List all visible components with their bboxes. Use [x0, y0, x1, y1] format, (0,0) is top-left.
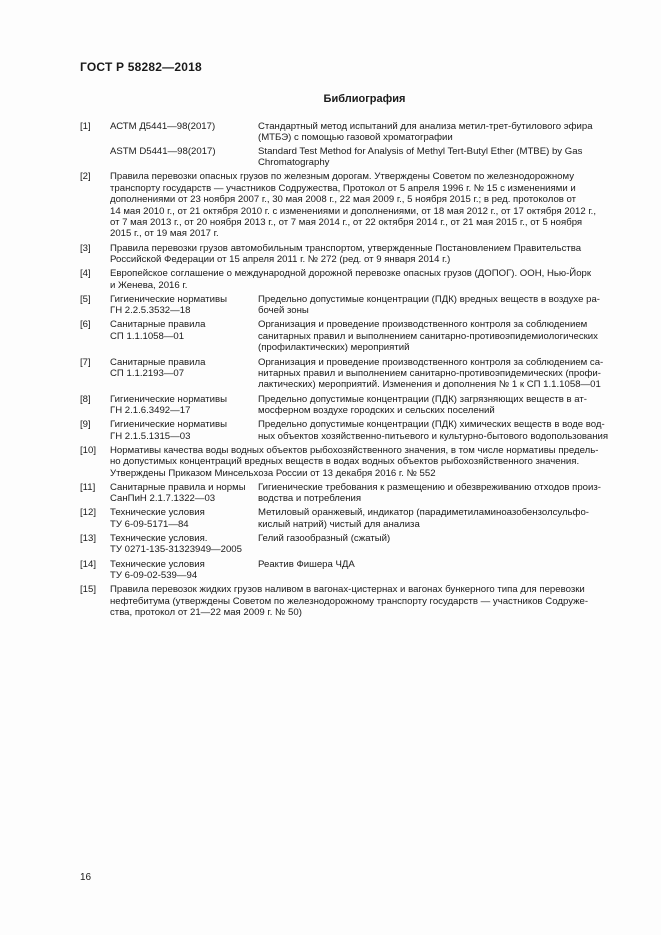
text-line: ства, протокол от 21—22 мая 2009 г. № 50)	[110, 607, 302, 618]
text-line: Санитарные правила	[110, 356, 206, 368]
text-line: Гигиенические нормативы	[110, 419, 227, 431]
text-line: СП 1.1.2193—07	[110, 367, 185, 379]
entry-source	[110, 319, 258, 353]
text-line: бочей зоны	[258, 305, 309, 317]
text-line: Санитарные правила и нормы	[110, 481, 246, 493]
text-line: СП 1.1.1058—01	[110, 330, 185, 342]
text-line: Технические условия	[110, 558, 205, 570]
entry-text	[110, 171, 614, 239]
bibliography-entry	[80, 507, 614, 530]
text-line: Технические условия	[110, 507, 205, 519]
entry-source	[110, 419, 258, 442]
text-line: (профилактических) мероприятий	[258, 342, 410, 354]
text-line: Правила перевозки опасных грузов по железным дорогам. Утверждены Советом по железнодорожному	[110, 171, 574, 183]
entry-description	[258, 507, 614, 530]
entry-source	[110, 357, 258, 391]
text-line: кислый натрий) чистый для анализа	[258, 518, 420, 530]
entry-source	[110, 559, 258, 582]
bibliography-entry	[80, 584, 614, 618]
text-line: Реактив Фишера ЧДА	[258, 558, 355, 570]
entry-number: [12]	[80, 507, 97, 519]
text-line: ных объектов хозяйственно-питьевого и культурно-бытового водопользования	[258, 430, 609, 442]
entry-number: [13]	[80, 532, 97, 544]
text-line: Утверждены Приказом Минсельхоза России от 13 декабря 2016 г. № 552	[110, 467, 436, 479]
text-line: но допустимых концентраций вредных веществ в водах водных объектов рыбохозяйственного значения.	[110, 456, 580, 468]
entry-text	[110, 584, 614, 618]
entry-alt-language	[110, 146, 614, 169]
text-line: Гигиенические требования к размещению и обезвреживанию отходов произ-	[258, 481, 601, 493]
entry-description	[258, 419, 614, 442]
page-number: 16	[80, 872, 92, 883]
entry-text	[110, 243, 614, 266]
text-line: Chromatography	[258, 157, 330, 169]
bibliography-entry	[80, 357, 614, 391]
entry-description	[258, 533, 614, 556]
entry-number: [10]	[80, 444, 97, 456]
text-line: Российской Федерации от 15 апреля 2011 г. № 272 (ред. от 9 января 2014 г.)	[110, 254, 451, 266]
entry-number: [3]	[80, 242, 91, 254]
bibliography-entry	[80, 294, 614, 317]
entry-source	[110, 394, 258, 417]
text-line: Санитарные правила	[110, 319, 206, 331]
bibliography-entry	[80, 419, 614, 442]
text-line: Европейское соглашение о международной дорожной перевозке опасных грузов (ДОПОГ). ООН, Нью-Йорк	[110, 268, 592, 280]
entry-number: [14]	[80, 558, 97, 570]
entry-number: [6]	[80, 319, 91, 331]
text-line: Предельно допустимые концентрации (ПДК) химических веществ в воде вод-	[258, 419, 605, 431]
bibliography-entry	[80, 533, 614, 556]
entry-number: [5]	[80, 293, 91, 305]
text-line: транспорту государств — участников Содружества, Протокол от 5 апреля 1996 г. № 15 с изменениями и	[110, 182, 576, 194]
text-line: водства и потребления	[258, 493, 362, 505]
entry-number: [8]	[80, 393, 91, 405]
text-line: Нормативы качества воды водных объектов рыбохозяйственного значения, в том числе нормативы предель-	[110, 444, 599, 456]
entry-number: [9]	[80, 419, 91, 431]
text-line: 2015 г., от 19 мая 2017 г.	[110, 228, 219, 240]
entry-description	[258, 482, 614, 505]
text-line: Правила перевозок жидких грузов наливом в вагонах-цистернах и вагонах бункерного типа для перевозки	[110, 584, 585, 596]
bibliography-entry	[80, 319, 614, 353]
text-line: Предельно допустимые концентрации (ПДК) загрязняющих веществ в ат-	[258, 393, 587, 405]
entry-description	[258, 319, 614, 353]
text-line: Метиловый оранжевый, индикатор (парадиметиламиноазобензолсульфо-	[258, 507, 589, 519]
entry-description-en	[258, 146, 614, 169]
text-line: Предельно допустимые концентрации (ПДК) вредных веществ в воздухе ра-	[258, 293, 600, 305]
bibliography-entry	[80, 482, 614, 505]
text-line: санитарных правил и выполнением санитарно-противоэпидемиологических	[258, 330, 598, 342]
text-line: 14 мая 2010 г., от 21 октября 2010 г. с изменениями и дополнениями, от 18 мая 2012 г., от 17 октября 2012 г.,	[110, 205, 597, 217]
entry-number: [1]	[80, 121, 91, 132]
text-line: СанПиН 2.1.7.1322—03	[110, 493, 216, 505]
bibliography-entry	[80, 559, 614, 582]
text-line: лактических) мероприятий. Изменения и дополнения № 1 к СП 1.1.1058—01	[258, 379, 601, 391]
text-line: Технические условия.	[110, 532, 208, 544]
text-line: мосферном воздухе городских и сельских поселений	[258, 404, 495, 416]
text-line: ТУ 6-09-02-539—94	[110, 569, 198, 581]
bibliography-entry	[80, 445, 614, 479]
entry-description	[258, 559, 614, 582]
text-line: ASTM D5441—98(2017)	[110, 145, 216, 157]
entry-number: [2]	[80, 171, 91, 183]
text-line: ТУ 0271-135-31323949—2005	[110, 544, 242, 556]
bibliography-entry	[80, 171, 614, 239]
entry-description	[258, 294, 614, 317]
entry-source	[110, 121, 258, 144]
bibliography-list	[80, 121, 614, 621]
bibliography-title: Библиография	[323, 93, 406, 105]
entry-description	[258, 394, 614, 417]
document-header: ГОСТ Р 58282—2018	[80, 60, 202, 74]
bibliography-entry	[80, 243, 614, 266]
bibliography-entry	[80, 268, 614, 291]
entry-number: [11]	[80, 481, 96, 493]
entry-number: [7]	[80, 356, 91, 368]
text-line: ГН 2.1.5.1315—03	[110, 430, 191, 442]
text-line: Организация и проведение производственного контроля за соблюдением са-	[258, 356, 604, 368]
bibliography-entry	[80, 121, 614, 169]
text-line: и Женева, 2016 г.	[110, 279, 188, 291]
text-line: Гелий газообразный (сжатый)	[258, 532, 391, 544]
text-line: Гигиенические нормативы	[110, 393, 227, 405]
text-line: Стандартный метод испытаний для анализа метил-трет-бутилового эфира	[258, 121, 593, 132]
entry-description	[258, 121, 614, 144]
entry-number: [4]	[80, 268, 91, 280]
entry-source-en	[110, 146, 258, 169]
text-line: (МТБЭ) с помощью газовой хроматографии	[258, 132, 453, 144]
text-line: ГН 2.1.6.3492—17	[110, 404, 191, 416]
text-line: ГН 2.2.5.3532—18	[110, 305, 191, 317]
text-line: нефтебитума (утверждены Советом по железнодорожному транспорту государств — участников Содруже-	[110, 595, 589, 607]
text-line: Standard Test Method for Analysis of Methyl Tert-Butyl Ether (MTBE) by Gas	[258, 145, 583, 157]
text-line: ТУ 6-09-5171—84	[110, 518, 189, 530]
entry-source	[110, 507, 258, 530]
entry-source	[110, 533, 258, 556]
entry-number: [15]	[80, 584, 97, 596]
entry-source	[110, 482, 258, 505]
text-line: Правила перевозки грузов автомобильным транспортом, утвержденные Постановлением Правительства	[110, 242, 582, 254]
text-line: нитарных правил и выполнением санитарно-противоэпидемических (профи-	[258, 367, 601, 379]
text-line: дополнениями от 23 ноября 2007 г., 30 мая 2008 г., 22 мая 2009 г., 5 ноября 2015 г.; в ред. протоколов от	[110, 194, 577, 206]
text-line: от 7 мая 2013 г., от 20 ноября 2013 г., от 7 мая 2014 г., от 22 октября 2014 г., от 21 мая 2015 г., от 5 ноября	[110, 217, 583, 229]
entry-text	[110, 445, 614, 479]
bibliography-entry	[80, 394, 614, 417]
text-line: АСТМ Д5441—98(2017)	[110, 121, 216, 132]
text-line: Организация и проведение производственного контроля за соблюдением	[258, 319, 588, 331]
entry-text	[110, 268, 614, 291]
text-line: Гигиенические нормативы	[110, 293, 227, 305]
entry-description	[258, 357, 614, 391]
entry-source	[110, 294, 258, 317]
